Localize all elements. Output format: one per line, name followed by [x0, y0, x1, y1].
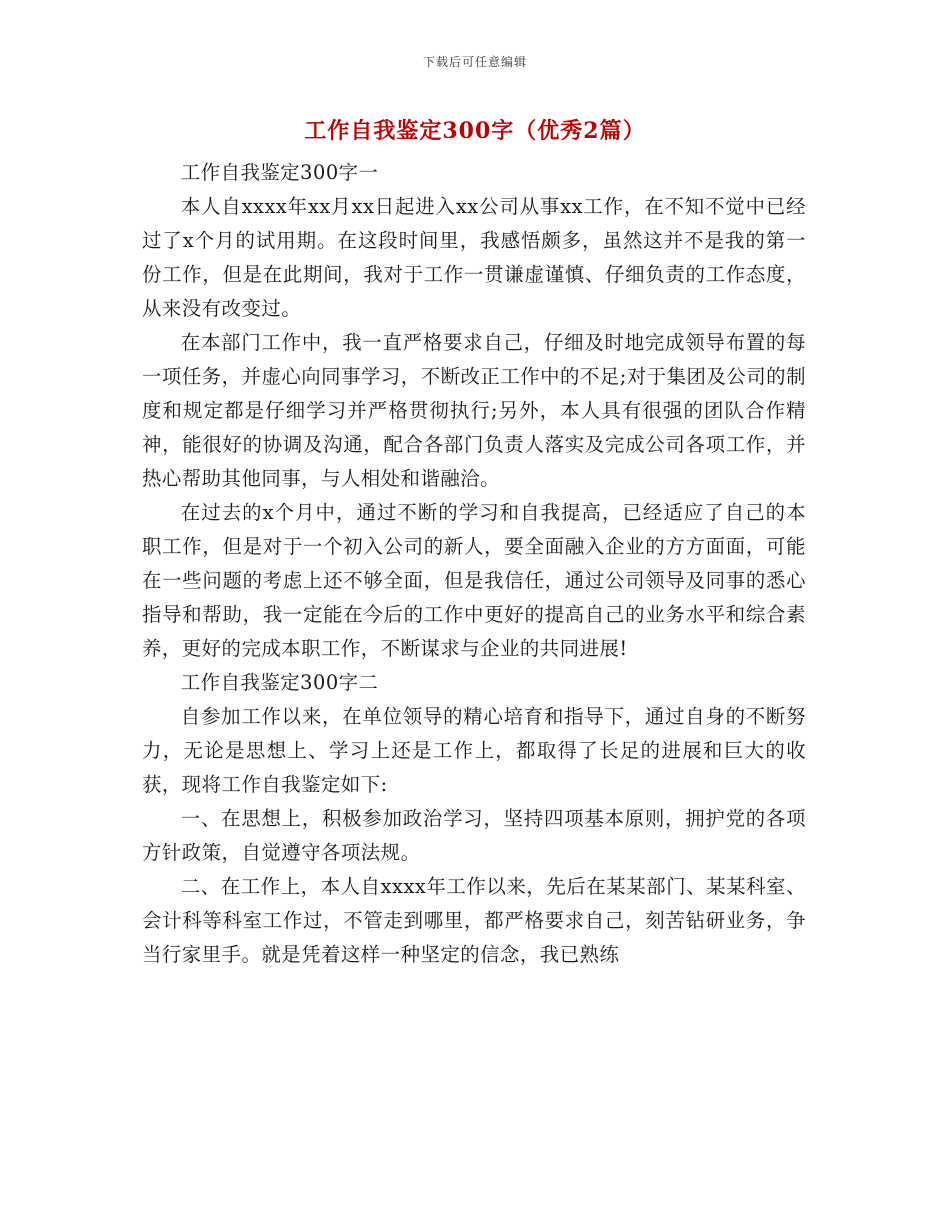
paragraph: 二、在工作上，本人自xxxx年工作以来，先后在某某部门、某某科室、会计科等科室工作过，不管走到哪里，都严格要求自己，刻苦钻研业务，争当行家里手。就是凭着这样一种坚定的信念，我已熟练	[142, 875, 806, 966]
paragraph: 本人自xxxx年xx月xx日起进入xx公司从事xx工作，在不知不觉中已经过了x个月的试用期。在这段时间里，我感悟颇多，虽然这并不是我的第一份工作，但是在此期间，我对于工作一贯谦虚谨慎、仔细负责的工作态度，从来没有改变过。	[142, 195, 806, 320]
document-title: 工作自我鉴定300字（优秀2篇）	[304, 118, 646, 144]
section-heading-two: 工作自我鉴定300字二	[180, 671, 379, 694]
paragraph: 自参加工作以来，在单位领导的精心培育和指导下，通过自身的不断努力，无论是思想上、学习上还是工作上，都取得了长足的进展和巨大的收获，现将工作自我鉴定如下:	[142, 705, 806, 796]
document-body	[142, 156, 806, 972]
paragraph: 在过去的x个月中，通过不断的学习和自我提高，已经适应了自己的本职工作，但是对于一个初入公司的新人，要全面融入企业的方方面面，可能在一些问题的考虑上还不够全面，但是我信任，通过公司领导及同事的悉心指导和帮助，我一定能在今后的工作中更好的提高自己的业务水平和综合素养，更好的完成本职工作，不断谋求与企业的共同进展!	[142, 501, 806, 660]
header-note: 下载后可任意编辑	[422, 55, 527, 69]
section-heading-one: 工作自我鉴定300字一	[180, 161, 379, 184]
paragraph: 一、在思想上，积极参加政治学习，坚持四项基本原则，拥护党的各项方针政策，自觉遵守各项法规。	[142, 807, 806, 864]
paragraph: 在本部门工作中，我一直严格要求自己，仔细及时地完成领导布置的每一项任务，并虚心向同事学习，不断改正工作中的不足;对于集团及公司的制度和规定都是仔细学习并严格贯彻执行;另外，本人具有很强的团队合作精神，能很好的协调及沟通，配合各部门负责人落实及完成公司各项工作，并热心帮助其他同事，与人相处和谐融洽。	[142, 331, 806, 490]
